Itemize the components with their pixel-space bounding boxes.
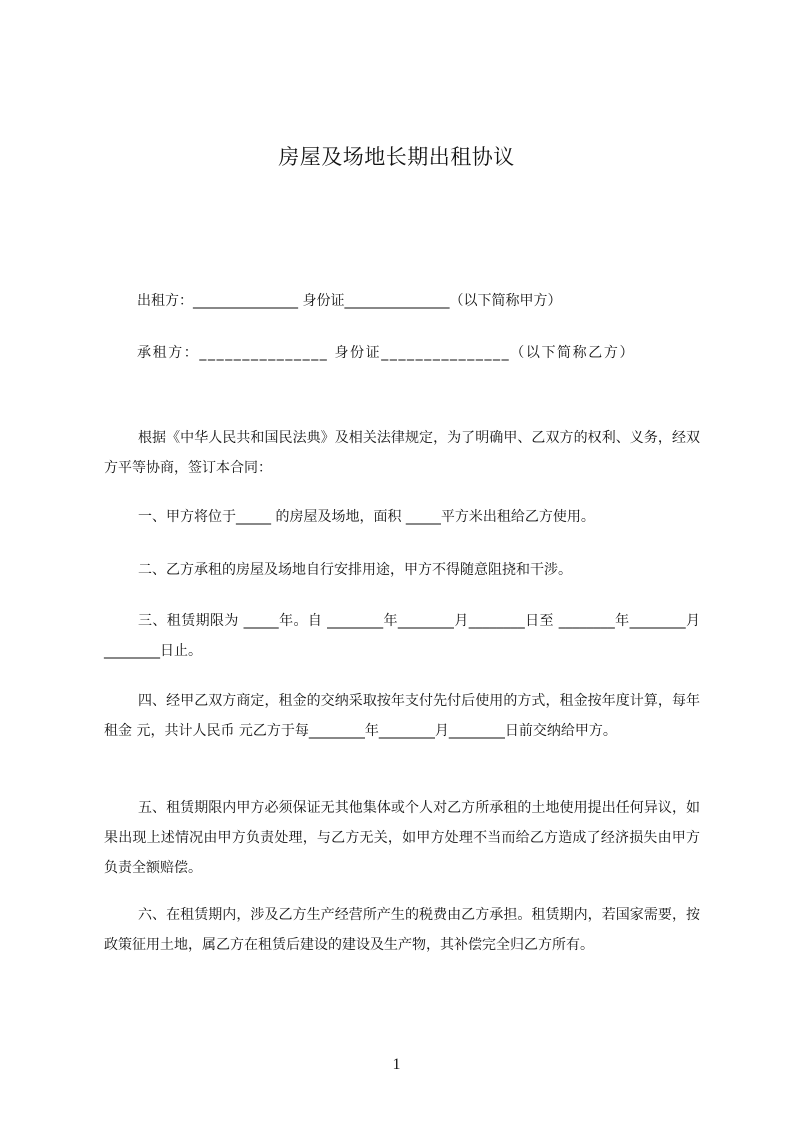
clause-3-paragraph xyxy=(104,606,700,666)
clause-6-paragraph xyxy=(104,900,700,960)
preamble-paragraph xyxy=(104,423,700,483)
clause-3-text: 三、租赁期限为 _____年。自 ________年________月________日至 ________年________月________日止。 xyxy=(104,613,700,659)
page-number: 1 xyxy=(392,1056,401,1073)
clause-4-text: 四、经甲乙双方商定，租金的交纳采取按年支付先付后使用的方式，租金按年度计算，每年租金 元，共计人民币 元乙方于每________年________月________日前交纳给甲方。 xyxy=(104,693,700,739)
clause-2-paragraph xyxy=(104,555,700,585)
clause-5-paragraph xyxy=(104,793,700,883)
preamble-text: 根据《中华人民共和国民法典》及相关法律规定，为了明确甲、乙双方的权利、义务，经双方平等协商，签订本合同： xyxy=(104,430,700,476)
clause-1-text: 一、甲方将位于_____ 的房屋及场地，面积 _____平方米出租给乙方使用。 xyxy=(138,509,595,525)
clause-2-text: 二、乙方承租的房屋及场地自行安排用途，甲方不得随意阻挠和干涉。 xyxy=(138,562,572,578)
lessor-line: 出租方：_______________ 身份证_______________（以下简称甲方） xyxy=(137,293,562,309)
document-title: 房屋及场地长期出租协议 xyxy=(278,145,515,169)
clause-4-paragraph xyxy=(104,686,700,746)
lessee-line: 承租方：_______________ 身份证_______________（以下简称乙方） xyxy=(137,345,636,361)
clause-1-paragraph xyxy=(104,502,700,532)
clause-5-text: 五、租赁期限内甲方必须保证无其他集体或个人对乙方所承租的土地使用提出任何异议，如果出现上述情况由甲方负责处理，与乙方无关，如甲方处理不当而给乙方造成了经济损失由甲方负责全额赔偿。 xyxy=(104,800,700,876)
clause-6-text: 六、在租赁期内，涉及乙方生产经营所产生的税费由乙方承担。租赁期内，若国家需要，按政策征用土地，属乙方在租赁后建设的建设及生产物，其补偿完全归乙方所有。 xyxy=(104,907,700,953)
